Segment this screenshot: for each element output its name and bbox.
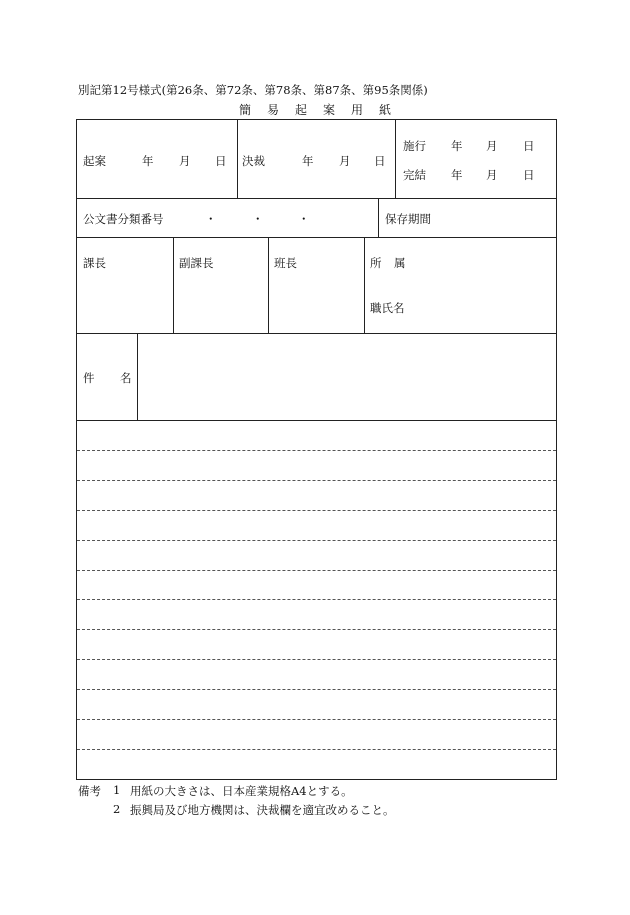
- form-title-char: 紙: [379, 103, 392, 117]
- decided-month-unit: 月: [339, 154, 351, 168]
- form-title-char: 用: [351, 103, 364, 117]
- writing-line: [77, 480, 556, 481]
- drafted-month-unit: 月: [179, 154, 191, 168]
- notes-label: 備考: [78, 784, 101, 798]
- note-2-text: 振興局及び地方機関は、決裁欄を適宜改めること。: [130, 803, 395, 817]
- drafted-date-field: [83, 153, 106, 169]
- position-name-label: 職氏名: [370, 301, 405, 315]
- drafted-day-unit: 日: [215, 154, 227, 168]
- classification-separator-dot: ・: [205, 212, 217, 226]
- column-divider: [137, 333, 138, 420]
- completed-day-unit: 日: [523, 168, 535, 182]
- draft-form-table: [76, 119, 557, 780]
- subject-label-2: 名: [120, 371, 132, 385]
- writing-line: [77, 659, 556, 660]
- row-divider: [77, 198, 556, 199]
- affiliation-label-2: 属: [394, 256, 406, 270]
- row-divider: [77, 237, 556, 238]
- team-leader-label: 班長: [274, 256, 297, 270]
- column-divider: [395, 120, 396, 198]
- section-chief-label: 課長: [83, 256, 106, 270]
- column-divider: [237, 120, 238, 198]
- writing-line: [77, 450, 556, 451]
- note-1-number: 1: [113, 783, 121, 797]
- retention-period-label: 保存期間: [385, 212, 431, 226]
- form-title-char: 簡: [238, 103, 251, 117]
- writing-line: [77, 570, 556, 571]
- enforced-year-unit: 年: [451, 139, 463, 153]
- classification-number-label: 公文書分類番号: [83, 212, 164, 226]
- writing-line: [77, 719, 556, 720]
- form-title-char: 易: [266, 103, 279, 117]
- writing-line: [77, 510, 556, 511]
- writing-line: [77, 749, 556, 750]
- writing-line: [77, 599, 556, 600]
- completed-month-unit: 月: [486, 168, 498, 182]
- enforced-day-unit: 日: [523, 139, 535, 153]
- classification-separator-dot: ・: [252, 212, 264, 226]
- decided-year-unit: 年: [302, 154, 314, 168]
- note-2-number: 2: [113, 802, 121, 816]
- note-1-text: 用紙の大きさは、日本産業規格A4とする。: [130, 784, 353, 798]
- writing-line: [77, 689, 556, 690]
- form-title: [0, 101, 630, 118]
- row-divider: [77, 420, 556, 421]
- row-divider: [77, 333, 556, 334]
- column-divider: [378, 198, 379, 237]
- enforced-label: 施行: [403, 139, 426, 153]
- completed-label: 完結: [403, 168, 426, 182]
- enforced-month-unit: 月: [486, 139, 498, 153]
- decided-day-unit: 日: [374, 154, 386, 168]
- form-title-char: 案: [323, 103, 336, 117]
- deputy-chief-label: 副課長: [179, 256, 214, 270]
- decided-label: 決裁: [242, 154, 265, 168]
- classification-separator-dot: ・: [298, 212, 310, 226]
- form-title-char: 起: [294, 103, 307, 117]
- writing-line: [77, 540, 556, 541]
- affiliation-label-1: 所: [370, 256, 382, 270]
- completed-year-unit: 年: [451, 168, 463, 182]
- column-divider: [268, 237, 269, 333]
- column-divider: [173, 237, 174, 333]
- form-reference: 別記第12号様式(第26条、第72条、第78条、第87条、第95条関係): [78, 83, 428, 97]
- column-divider: [364, 237, 365, 333]
- subject-label-1: 件: [83, 371, 95, 385]
- drafted-label: 起案: [83, 154, 106, 168]
- drafted-year-unit: 年: [142, 154, 154, 168]
- writing-line: [77, 629, 556, 630]
